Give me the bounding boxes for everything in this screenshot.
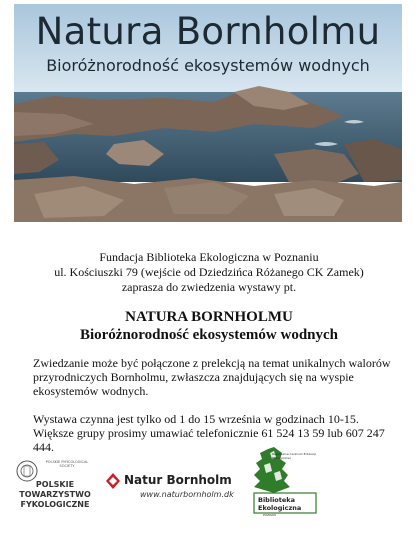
- natur-bornholm-icon: [104, 472, 122, 490]
- exhibition-title: NATURA BORNHOLMU: [125, 309, 293, 325]
- description-paragraph: Zwiedzanie może być połączone z prelekcją na temat unikalnych walorów przyrodniczych Bornholmu, zwłaszcza znajdujących się na wyspie ekosystemów wodnych.: [33, 356, 391, 398]
- invitation-line: Fundacja Biblioteka Ekologiczna w Poznaniu: [99, 250, 319, 264]
- biblioteka-city: POZNAŃ: [263, 513, 276, 517]
- invitation: [0, 250, 418, 295]
- natur-bornholm-url: www.naturbornholm.dk: [140, 490, 234, 499]
- biblioteka-ekologiczna-logo: [244, 443, 320, 523]
- pts-name: POLSKIE TOWARZYSTWO FYKOLOGICZNE: [19, 480, 91, 509]
- header-banner: [14, 4, 402, 222]
- biblioteka-name: Biblioteka Ekologiczna: [258, 496, 302, 512]
- exhibition-subtitle: Bioróżnorodność ekosystemów wodnych: [79, 327, 339, 343]
- banner-title: Natura Bornholmu: [35, 10, 381, 53]
- natur-bornholm-logo: [104, 472, 244, 504]
- invitation-line: ul. Kościuszki 79 (wejście od Dziedzińca Różanego CK Zamek): [54, 265, 364, 279]
- banner-subtitle: Bioróżnorodność ekosystemów wodnych: [46, 56, 370, 75]
- invitation-line: zaprasza do zwiedzenia wystawy pt.: [121, 280, 297, 294]
- pts-logo: [16, 460, 94, 520]
- biblioteka-small-text: Regionalne Centrum Edukacji Ekologicznej: [272, 452, 317, 460]
- opening-hours-paragraph: Wystawa czynna jest tylko od 1 do 15 września w godzinach 10-15. Większe grupy prosimy umawiać telefonicznie 61 524 13 59 lub 607 247 444.: [33, 412, 385, 454]
- microscope-emblem-icon: [16, 460, 38, 482]
- pts-small-text: POLSKIE PHYCOLOGICAL SOCIETY: [45, 460, 89, 468]
- natur-bornholm-name: Natur Bornholm: [124, 473, 232, 487]
